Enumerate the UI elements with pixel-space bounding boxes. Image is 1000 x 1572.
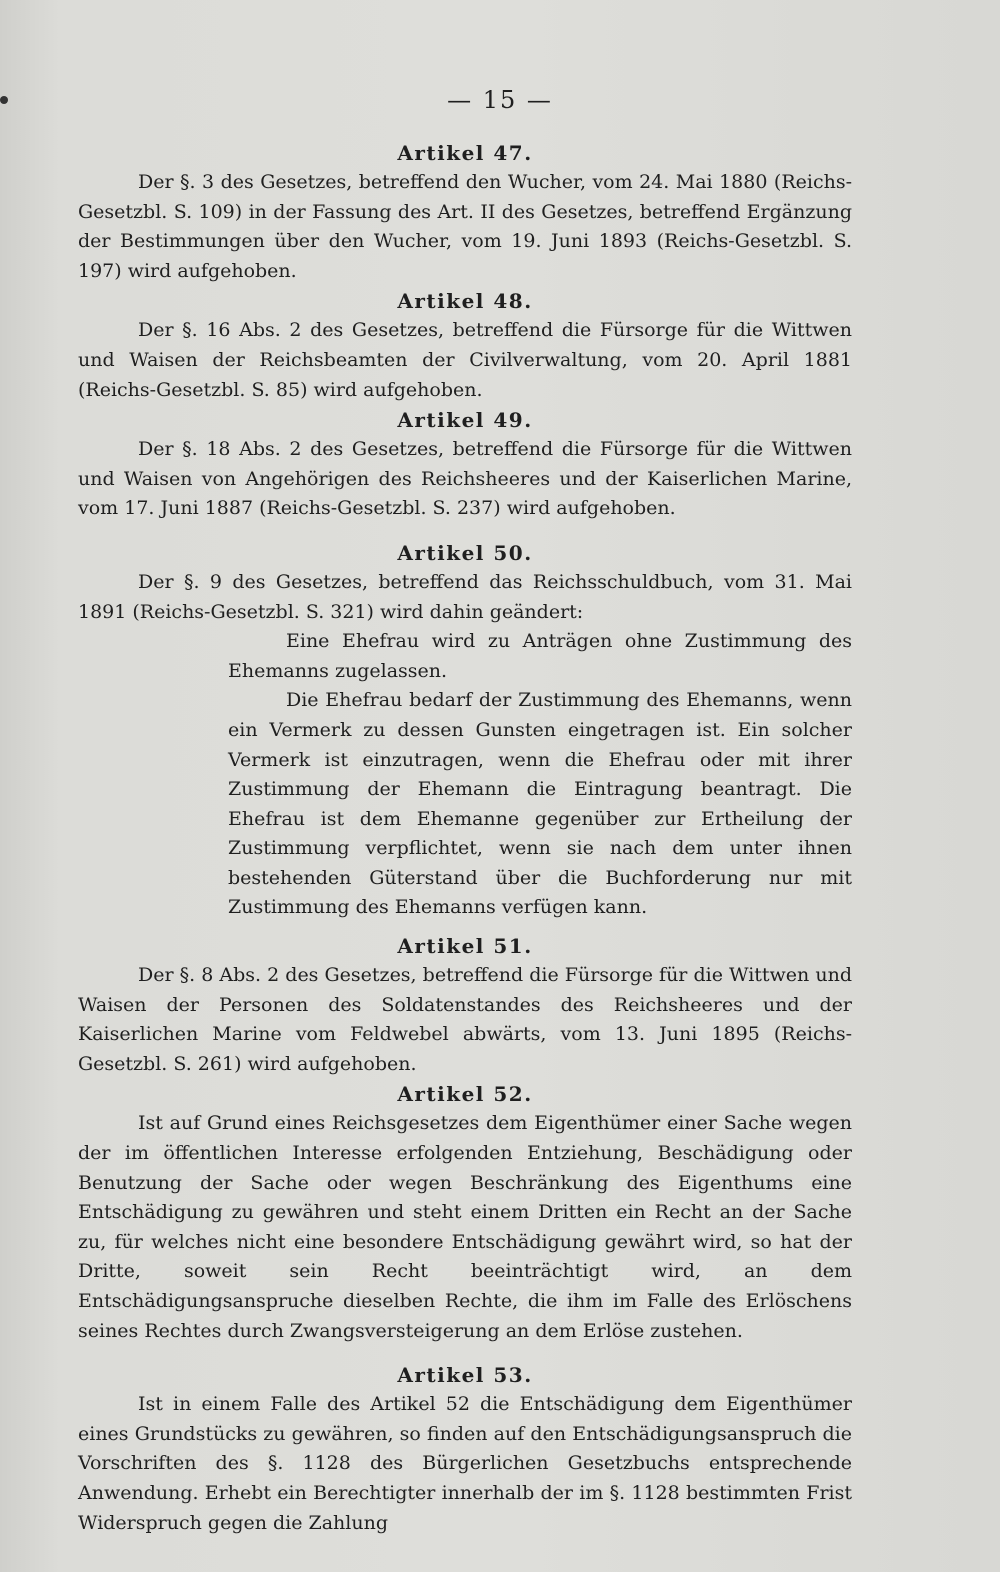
- article-52-text: Ist auf Grund eines Reichsgesetzes dem Eigenthümer einer Sache wegen der im öffentlichen Interesse erfolgenden Entziehung, Beschädigung oder Benutzung der Sache oder wegen Beschränkung des Eigenthums eine Entschädigung zu gewähren und steht einem Dritten ein Recht an der Sache zu, für welches nicht eine besondere Entschädigung gewährt wird, so hat der Dritte, soweit sein Recht beeinträchtigt wird, an dem Entschädigungsanspruche dieselben Rechte, die ihm im Falle des Erlöschens seines Rechtes durch Zwangsversteigerung an dem Erlöse zustehen.: [78, 1112, 852, 1342]
- article-50-quote-2: Die Ehefrau bedarf der Zustimmung des Ehemanns, wenn ein Vermerk zu dessen Gunsten eingetragen ist. Ein solcher Vermerk ist einzutragen, wenn die Ehefrau oder mit ihrer Zustimmung der Ehemann die Eintragung beantragt. Die Ehefrau ist dem Ehemanne gegenüber zur Ertheilung der Zustimmung verpflichtet, wenn sie nach dem unter ihnen bestehenden Güterstand über die Buchforderung nur mit Zustimmung des Ehemanns verfügen kann.: [228, 689, 852, 919]
- article-48-text: Der §. 16 Abs. 2 des Gesetzes, betreffend die Fürsorge für die Wittwen und Waisen der Reichsbeamten der Civilverwaltung, vom 20. April 1881 (Reichs-Gesetzbl. S. 85) wird aufgehoben.: [78, 319, 852, 401]
- article-50-heading: Artikel 50.: [397, 540, 533, 565]
- article-50-text: Der §. 9 des Gesetzes, betreffend das Reichsschuldbuch, vom 31. Mai 1891 (Reichs-Gesetzbl. S. 321) wird dahin geändert:: [78, 570, 852, 623]
- article-49-text: Der §. 18 Abs. 2 des Gesetzes, betreffend die Fürsorge für die Wittwen und Waisen von Angehörigen des Reichsheeres und der Kaiserlichen Marine, vom 17. Juni 1887 (Reichs-Gesetzbl. S. 237) wird aufgehoben.: [78, 438, 852, 520]
- article-50-quote-1: Eine Ehefrau wird zu Anträgen ohne Zustimmung des Ehemanns zugelassen.: [228, 630, 852, 682]
- article-49-heading: Artikel 49.: [397, 408, 533, 433]
- article-53-text: Ist in einem Falle des Artikel 52 die Entschädigung dem Eigenthümer eines Grundstücks zu gewähren, so finden auf den Entschädigungsanspruch die Vorschriften des §. 1128 des Bürgerlichen Gesetzbuchs entsprechende Anwendung. Erhebt ein Berechtigter innerhalb der im §. 1128 bestimmten Frist Widerspruch gegen die Zahlung: [78, 1393, 852, 1534]
- page-number: — 15 —: [447, 86, 553, 114]
- document-body: [78, 138, 852, 1538]
- article-51-text: Der §. 8 Abs. 2 des Gesetzes, betreffend die Fürsorge für die Wittwen und Waisen der Personen des Soldatenstandes des Reichsheeres und der Kaiserlichen Marine vom Feldwebel abwärts, vom 13. Juni 1895 (Reichs-Gesetzbl. S. 261) wird aufgehoben.: [78, 964, 852, 1075]
- article-48-heading: Artikel 48.: [397, 289, 533, 314]
- article-47-text: Der §. 3 des Gesetzes, betreffend den Wucher, vom 24. Mai 1880 (Reichs-Gesetzbl. S. 109) in der Fassung des Art. II des Gesetzes, betreffend Ergänzung der Bestimmungen über den Wucher, vom 19. Juni 1893 (Reichs-Gesetzbl. S. 197) wird aufgehoben.: [78, 171, 852, 282]
- article-52-heading: Artikel 52.: [397, 1082, 533, 1107]
- article-47-heading: Artikel 47.: [397, 141, 533, 165]
- article-53-heading: Artikel 53.: [397, 1363, 533, 1388]
- article-51-heading: Artikel 51.: [397, 934, 533, 959]
